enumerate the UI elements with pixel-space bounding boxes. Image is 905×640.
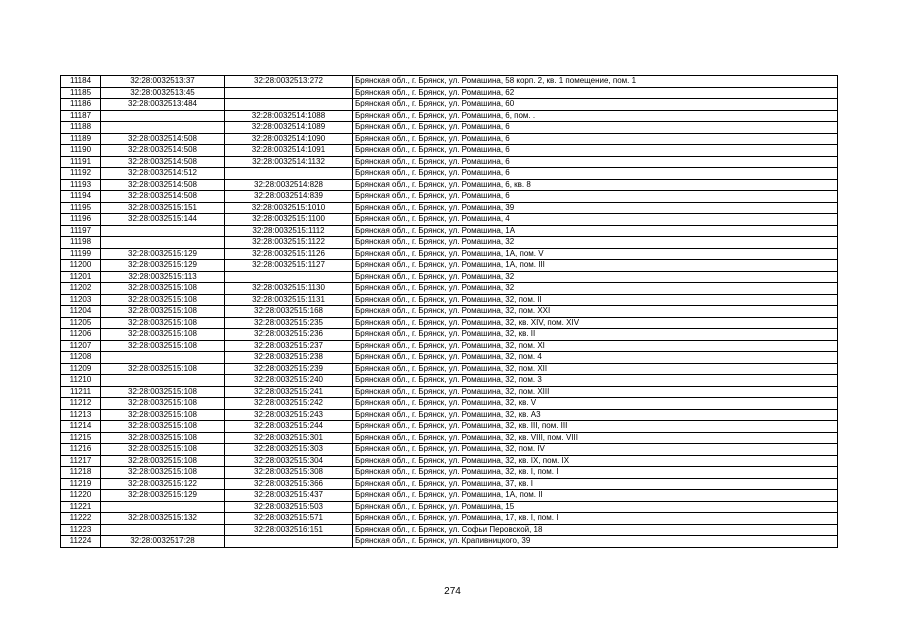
parcel-cadastral-number-cell: 32:28:0032515:108 <box>101 467 225 479</box>
table-row <box>61 329 838 341</box>
object-cadastral-number-cell: 32:28:0032513:272 <box>225 76 353 88</box>
table-row <box>61 225 838 237</box>
parcel-cadastral-number-cell: 32:28:0032515:108 <box>101 409 225 421</box>
table-row <box>61 317 838 329</box>
object-cadastral-number-cell: 32:28:0032515:1126 <box>225 248 353 260</box>
address-cell: Брянская обл., г. Брянск, ул. Ромашина, 15 <box>353 501 838 513</box>
table-row <box>61 409 838 421</box>
row-number-cell: 11200 <box>61 260 101 272</box>
parcel-cadastral-number-cell <box>101 524 225 536</box>
row-number-cell: 11223 <box>61 524 101 536</box>
row-number-cell: 11187 <box>61 110 101 122</box>
table-row <box>61 99 838 111</box>
address-cell: Брянская обл., г. Брянск, ул. Ромашина, 32, кв. IX, пом. IX <box>353 455 838 467</box>
row-number-cell: 11216 <box>61 444 101 456</box>
parcel-cadastral-number-cell <box>101 225 225 237</box>
address-cell: Брянская обл., г. Брянск, ул. Ромашина, 1А <box>353 225 838 237</box>
address-cell: Брянская обл., г. Брянск, ул. Ромашина, 32, кв. VIII, пом. VIII <box>353 432 838 444</box>
object-cadastral-number-cell <box>225 99 353 111</box>
object-cadastral-number-cell: 32:28:0032515:238 <box>225 352 353 364</box>
parcel-cadastral-number-cell: 32:28:0032515:108 <box>101 294 225 306</box>
row-number-cell: 11203 <box>61 294 101 306</box>
table-row <box>61 444 838 456</box>
table-row <box>61 363 838 375</box>
parcel-cadastral-number-cell: 32:28:0032515:144 <box>101 214 225 226</box>
row-number-cell: 11220 <box>61 490 101 502</box>
parcel-cadastral-number-cell: 32:28:0032514:508 <box>101 179 225 191</box>
parcel-cadastral-number-cell: 32:28:0032515:108 <box>101 363 225 375</box>
parcel-cadastral-number-cell: 32:28:0032514:508 <box>101 191 225 203</box>
row-number-cell: 11215 <box>61 432 101 444</box>
object-cadastral-number-cell: 32:28:0032515:437 <box>225 490 353 502</box>
address-cell: Брянская обл., г. Брянск, ул. Ромашина, 32, кв. II <box>353 329 838 341</box>
address-cell: Брянская обл., г. Брянск, ул. Ромашина, 6 <box>353 133 838 145</box>
address-cell: Брянская обл., г. Брянск, ул. Ромашина, 1А, пом. II <box>353 490 838 502</box>
address-cell: Брянская обл., г. Брянск, ул. Ромашина, 6, пом. . <box>353 110 838 122</box>
row-number-cell: 11218 <box>61 467 101 479</box>
address-cell: Брянская обл., г. Брянск, ул. Крапивницкого, 39 <box>353 536 838 548</box>
object-cadastral-number-cell: 32:28:0032515:241 <box>225 386 353 398</box>
parcel-cadastral-number-cell: 32:28:0032514:508 <box>101 156 225 168</box>
object-cadastral-number-cell: 32:28:0032515:235 <box>225 317 353 329</box>
row-number-cell: 11211 <box>61 386 101 398</box>
address-cell: Брянская обл., г. Брянск, ул. Ромашина, 6, кв. 8 <box>353 179 838 191</box>
table-row <box>61 110 838 122</box>
table-row <box>61 490 838 502</box>
row-number-cell: 11188 <box>61 122 101 134</box>
parcel-cadastral-number-cell <box>101 110 225 122</box>
row-number-cell: 11196 <box>61 214 101 226</box>
object-cadastral-number-cell: 32:28:0032514:828 <box>225 179 353 191</box>
row-number-cell: 11191 <box>61 156 101 168</box>
address-cell: Брянская обл., г. Брянск, ул. Ромашина, 32, пом. XII <box>353 363 838 375</box>
parcel-cadastral-number-cell: 32:28:0032515:108 <box>101 283 225 295</box>
row-number-cell: 11192 <box>61 168 101 180</box>
table-row <box>61 432 838 444</box>
object-cadastral-number-cell: 32:28:0032515:168 <box>225 306 353 318</box>
address-cell: Брянская обл., г. Брянск, ул. Ромашина, 6 <box>353 168 838 180</box>
table-row <box>61 260 838 272</box>
address-cell: Брянская обл., г. Брянск, ул. Ромашина, 60 <box>353 99 838 111</box>
object-cadastral-number-cell: 32:28:0032515:1131 <box>225 294 353 306</box>
object-cadastral-number-cell: 32:28:0032515:1127 <box>225 260 353 272</box>
object-cadastral-number-cell: 32:28:0032515:308 <box>225 467 353 479</box>
table-row <box>61 248 838 260</box>
row-number-cell: 11195 <box>61 202 101 214</box>
table-row <box>61 145 838 157</box>
object-cadastral-number-cell <box>225 168 353 180</box>
address-cell: Брянская обл., г. Брянск, ул. Ромашина, 62 <box>353 87 838 99</box>
parcel-cadastral-number-cell <box>101 237 225 249</box>
parcel-cadastral-number-cell: 32:28:0032513:37 <box>101 76 225 88</box>
row-number-cell: 11186 <box>61 99 101 111</box>
address-cell: Брянская обл., г. Брянск, ул. Ромашина, 32, кв. XIV, пом. XIV <box>353 317 838 329</box>
table-row <box>61 191 838 203</box>
address-cell: Брянская обл., г. Брянск, ул. Ромашина, 32 <box>353 271 838 283</box>
table-row <box>61 271 838 283</box>
parcel-cadastral-number-cell: 32:28:0032515:108 <box>101 317 225 329</box>
parcel-cadastral-number-cell: 32:28:0032515:122 <box>101 478 225 490</box>
parcel-cadastral-number-cell: 32:28:0032515:129 <box>101 490 225 502</box>
table-row <box>61 122 838 134</box>
row-number-cell: 11202 <box>61 283 101 295</box>
object-cadastral-number-cell: 32:28:0032515:503 <box>225 501 353 513</box>
parcel-cadastral-number-cell: 32:28:0032515:108 <box>101 421 225 433</box>
object-cadastral-number-cell: 32:28:0032516:151 <box>225 524 353 536</box>
parcel-cadastral-number-cell <box>101 501 225 513</box>
address-cell: Брянская обл., г. Брянск, ул. Ромашина, 6 <box>353 156 838 168</box>
row-number-cell: 11204 <box>61 306 101 318</box>
parcel-cadastral-number-cell: 32:28:0032513:45 <box>101 87 225 99</box>
row-number-cell: 11210 <box>61 375 101 387</box>
address-cell: Брянская обл., г. Брянск, ул. Ромашина, 1А, пом. III <box>353 260 838 272</box>
table-row <box>61 133 838 145</box>
table-row <box>61 340 838 352</box>
address-cell: Брянская обл., г. Брянск, ул. Ромашина, 32 <box>353 237 838 249</box>
object-cadastral-number-cell: 32:28:0032514:839 <box>225 191 353 203</box>
object-cadastral-number-cell: 32:28:0032515:236 <box>225 329 353 341</box>
address-cell: Брянская обл., г. Брянск, ул. Ромашина, 32, кв. I, пом. I <box>353 467 838 479</box>
object-cadastral-number-cell <box>225 536 353 548</box>
row-number-cell: 11184 <box>61 76 101 88</box>
table-row <box>61 467 838 479</box>
address-cell: Брянская обл., г. Брянск, ул. Ромашина, 6 <box>353 145 838 157</box>
parcel-cadastral-number-cell: 32:28:0032514:508 <box>101 133 225 145</box>
address-cell: Брянская обл., г. Брянск, ул. Ромашина, 32, пом. XIII <box>353 386 838 398</box>
address-cell: Брянская обл., г. Брянск, ул. Ромашина, 32, пом. IV <box>353 444 838 456</box>
address-cell: Брянская обл., г. Брянск, ул. Ромашина, 6 <box>353 191 838 203</box>
parcel-cadastral-number-cell: 32:28:0032514:512 <box>101 168 225 180</box>
address-cell: Брянская обл., г. Брянск, ул. Ромашина, 32 <box>353 283 838 295</box>
object-cadastral-number-cell: 32:28:0032515:303 <box>225 444 353 456</box>
object-cadastral-number-cell: 32:28:0032514:1091 <box>225 145 353 157</box>
address-cell: Брянская обл., г. Брянск, ул. Ромашина, 17, кв. I, пом. I <box>353 513 838 525</box>
parcel-cadastral-number-cell: 32:28:0032514:508 <box>101 145 225 157</box>
row-number-cell: 11199 <box>61 248 101 260</box>
row-number-cell: 11198 <box>61 237 101 249</box>
parcel-cadastral-number-cell: 32:28:0032515:113 <box>101 271 225 283</box>
parcel-cadastral-number-cell: 32:28:0032515:151 <box>101 202 225 214</box>
parcel-cadastral-number-cell: 32:28:0032515:108 <box>101 329 225 341</box>
row-number-cell: 11224 <box>61 536 101 548</box>
row-number-cell: 11219 <box>61 478 101 490</box>
table-row <box>61 352 838 364</box>
address-cell: Брянская обл., г. Брянск, ул. Ромашина, 4 <box>353 214 838 226</box>
table-row <box>61 536 838 548</box>
parcel-cadastral-number-cell <box>101 375 225 387</box>
row-number-cell: 11206 <box>61 329 101 341</box>
row-number-cell: 11212 <box>61 398 101 410</box>
object-cadastral-number-cell: 32:28:0032514:1088 <box>225 110 353 122</box>
object-cadastral-number-cell: 32:28:0032515:1130 <box>225 283 353 295</box>
address-cell: Брянская обл., г. Брянск, ул. Ромашина, 32, пом. II <box>353 294 838 306</box>
table-row <box>61 237 838 249</box>
object-cadastral-number-cell: 32:28:0032515:1122 <box>225 237 353 249</box>
parcel-cadastral-number-cell: 32:28:0032515:108 <box>101 306 225 318</box>
parcel-cadastral-number-cell: 32:28:0032515:108 <box>101 398 225 410</box>
parcel-cadastral-number-cell: 32:28:0032515:108 <box>101 432 225 444</box>
row-number-cell: 11197 <box>61 225 101 237</box>
page-number: 274 <box>444 586 461 597</box>
table-row <box>61 386 838 398</box>
object-cadastral-number-cell: 32:28:0032515:240 <box>225 375 353 387</box>
address-cell: Брянская обл., г. Брянск, ул. Ромашина, 39 <box>353 202 838 214</box>
row-number-cell: 11189 <box>61 133 101 145</box>
table-row <box>61 202 838 214</box>
parcel-cadastral-number-cell: 32:28:0032515:108 <box>101 455 225 467</box>
object-cadastral-number-cell: 32:28:0032514:1089 <box>225 122 353 134</box>
row-number-cell: 11201 <box>61 271 101 283</box>
row-number-cell: 11193 <box>61 179 101 191</box>
object-cadastral-number-cell: 32:28:0032515:571 <box>225 513 353 525</box>
address-cell: Брянская обл., г. Брянск, ул. Ромашина, 32, пом. 3 <box>353 375 838 387</box>
table-row <box>61 524 838 536</box>
row-number-cell: 11207 <box>61 340 101 352</box>
table-row <box>61 455 838 467</box>
parcel-cadastral-number-cell: 32:28:0032515:108 <box>101 386 225 398</box>
object-cadastral-number-cell: 32:28:0032515:239 <box>225 363 353 375</box>
object-cadastral-number-cell: 32:28:0032515:1100 <box>225 214 353 226</box>
parcel-cadastral-number-cell <box>101 122 225 134</box>
address-cell: Брянская обл., г. Брянск, ул. Ромашина, 32, кв. V <box>353 398 838 410</box>
table-row <box>61 306 838 318</box>
row-number-cell: 11208 <box>61 352 101 364</box>
table-row <box>61 283 838 295</box>
parcel-cadastral-number-cell: 32:28:0032515:108 <box>101 340 225 352</box>
table-row <box>61 214 838 226</box>
table-row <box>61 294 838 306</box>
row-number-cell: 11213 <box>61 409 101 421</box>
object-cadastral-number-cell: 32:28:0032514:1132 <box>225 156 353 168</box>
table-row <box>61 501 838 513</box>
table-row <box>61 398 838 410</box>
address-cell: Брянская обл., г. Брянск, ул. Ромашина, 37, кв. I <box>353 478 838 490</box>
table-row <box>61 375 838 387</box>
table-row <box>61 478 838 490</box>
parcel-cadastral-number-cell: 32:28:0032515:108 <box>101 444 225 456</box>
parcel-cadastral-number-cell: 32:28:0032517:28 <box>101 536 225 548</box>
address-cell: Брянская обл., г. Брянск, ул. Ромашина, 1А, пом. V <box>353 248 838 260</box>
table-row <box>61 87 838 99</box>
cadastral-table-body <box>61 76 838 548</box>
address-cell: Брянская обл., г. Брянск, ул. Ромашина, 32, кв. III, пом. III <box>353 421 838 433</box>
row-number-cell: 11185 <box>61 87 101 99</box>
address-cell: Брянская обл., г. Брянск, ул. Ромашина, 32, пом. 4 <box>353 352 838 364</box>
object-cadastral-number-cell <box>225 87 353 99</box>
parcel-cadastral-number-cell: 32:28:0032515:129 <box>101 260 225 272</box>
address-cell: Брянская обл., г. Брянск, ул. Ромашина, 32, пом. XI <box>353 340 838 352</box>
row-number-cell: 11190 <box>61 145 101 157</box>
object-cadastral-number-cell: 32:28:0032515:242 <box>225 398 353 410</box>
object-cadastral-number-cell: 32:28:0032515:301 <box>225 432 353 444</box>
object-cadastral-number-cell: 32:28:0032515:1010 <box>225 202 353 214</box>
cadastral-table <box>60 75 838 548</box>
row-number-cell: 11217 <box>61 455 101 467</box>
object-cadastral-number-cell: 32:28:0032515:237 <box>225 340 353 352</box>
row-number-cell: 11221 <box>61 501 101 513</box>
row-number-cell: 11222 <box>61 513 101 525</box>
parcel-cadastral-number-cell: 32:28:0032515:129 <box>101 248 225 260</box>
table-row <box>61 156 838 168</box>
address-cell: Брянская обл., г. Брянск, ул. Ромашина, 32, кв. А3 <box>353 409 838 421</box>
parcel-cadastral-number-cell: 32:28:0032513:484 <box>101 99 225 111</box>
object-cadastral-number-cell: 32:28:0032515:304 <box>225 455 353 467</box>
object-cadastral-number-cell: 32:28:0032515:366 <box>225 478 353 490</box>
address-cell: Брянская обл., г. Брянск, ул. Ромашина, 58 корп. 2, кв. 1 помещение, пом. 1 <box>353 76 838 88</box>
table-row <box>61 421 838 433</box>
row-number-cell: 11205 <box>61 317 101 329</box>
row-number-cell: 11209 <box>61 363 101 375</box>
address-cell: Брянская обл., г. Брянск, ул. Софьи Перовской, 18 <box>353 524 838 536</box>
table-row <box>61 179 838 191</box>
table-row <box>61 168 838 180</box>
object-cadastral-number-cell: 32:28:0032515:244 <box>225 421 353 433</box>
row-number-cell: 11214 <box>61 421 101 433</box>
object-cadastral-number-cell <box>225 271 353 283</box>
row-number-cell: 11194 <box>61 191 101 203</box>
parcel-cadastral-number-cell: 32:28:0032515:132 <box>101 513 225 525</box>
object-cadastral-number-cell: 32:28:0032515:243 <box>225 409 353 421</box>
table-row <box>61 513 838 525</box>
object-cadastral-number-cell: 32:28:0032514:1090 <box>225 133 353 145</box>
address-cell: Брянская обл., г. Брянск, ул. Ромашина, 32, пом. XXI <box>353 306 838 318</box>
object-cadastral-number-cell: 32:28:0032515:1112 <box>225 225 353 237</box>
table-row <box>61 76 838 88</box>
address-cell: Брянская обл., г. Брянск, ул. Ромашина, 6 <box>353 122 838 134</box>
parcel-cadastral-number-cell <box>101 352 225 364</box>
